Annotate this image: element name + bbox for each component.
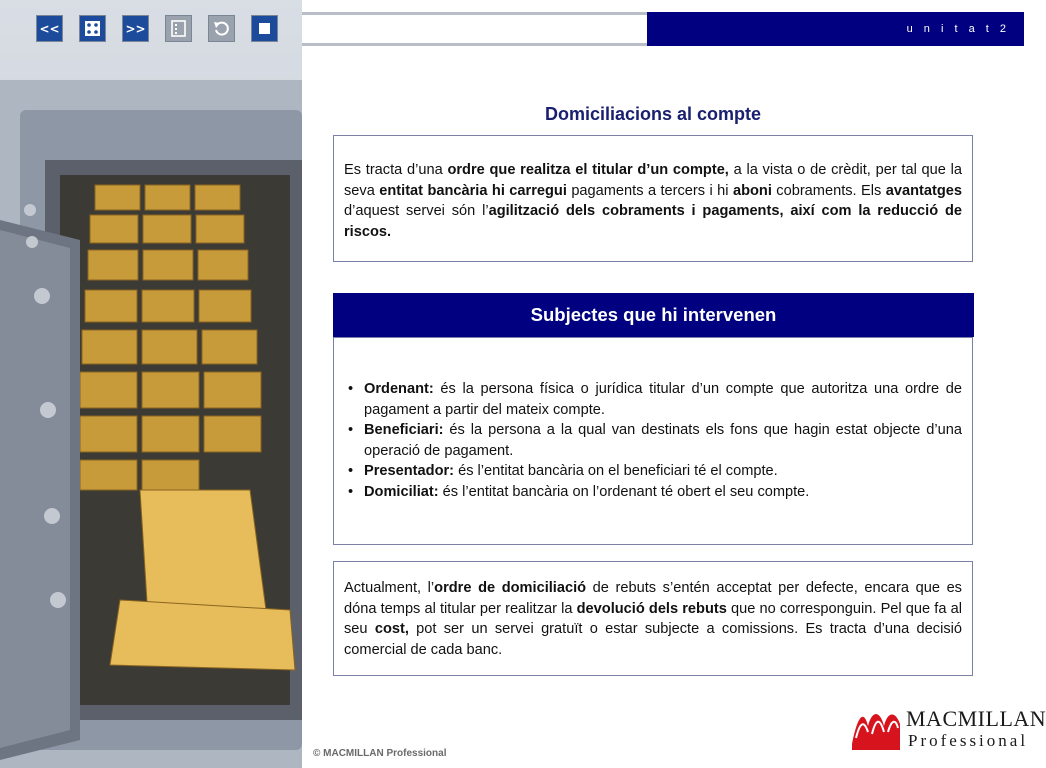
item-term: Beneficiari:: [364, 422, 444, 438]
text-run: pot ser un servei gratuït o estar subjecte a comissions. Es tracta d’una decisió comercial de cada banc.: [344, 621, 962, 658]
participants-list: [344, 379, 962, 502]
undo-icon: [213, 20, 230, 37]
item-text: és la persona a la qual van destinats els fons que hagin estat objecte d’una operació de pagament.: [364, 422, 962, 459]
text-run-bold: cost,: [374, 621, 409, 637]
text-run: a la vista o de crèdit, per tal que la seva: [344, 162, 962, 199]
text-run: de rebuts s’entén acceptat per defecte, encara que es dóna temps al titular per realitzar la: [344, 580, 962, 617]
undo-button[interactable]: [208, 15, 235, 42]
index-button[interactable]: [79, 15, 106, 42]
text-run-bold: ordre de domiciliació: [434, 580, 587, 596]
text-run: d’aquest servei són l’: [344, 203, 489, 219]
stop-icon: [258, 22, 271, 35]
top-bar-left: [302, 12, 648, 46]
text-run-bold: entitat bancària hi carregui: [379, 182, 567, 199]
stop-button[interactable]: [251, 15, 278, 42]
text-run: Actualment, l’: [344, 580, 435, 596]
text-run-bold: avantatges: [885, 182, 962, 199]
text-run-bold: ordre que realitza el titular d’un compte,: [447, 162, 729, 178]
text-run-bold: aboni: [732, 182, 772, 199]
logo-text: MACMILLAN: [906, 706, 1046, 731]
logo-subtext: Professional: [908, 731, 1029, 750]
navigation-toolbar: [36, 15, 278, 42]
next-button[interactable]: >>: [122, 15, 149, 42]
publisher-logo: [850, 702, 1046, 754]
section-header: Subjectes que hi intervenen: [333, 293, 974, 337]
logo-mark-icon: [850, 704, 902, 752]
list-item: [344, 420, 962, 461]
contents-button[interactable]: [165, 15, 192, 42]
unit-label: u n i t a t 2: [906, 23, 1010, 35]
list-item: [344, 461, 962, 482]
item-term: Ordenant:: [364, 381, 434, 397]
item-term: Domiciliat:: [364, 483, 439, 500]
text-run: Es tracta d’una: [344, 162, 448, 178]
item-term: Presentador:: [364, 463, 455, 479]
text-run-bold: agilització dels cobraments i pagaments, així com la reducció de riscos.: [344, 203, 962, 240]
item-text: és la persona física o jurídica titular d’un compte que autoritza una ordre de pagament a partir del mateix compte.: [364, 381, 962, 418]
grid-icon: [84, 20, 101, 37]
page-title: Domiciliacions al compte: [544, 104, 762, 124]
list-icon: [171, 20, 186, 37]
copyright: © MACMILLAN Professional: [313, 748, 447, 759]
text-run: cobraments. Els: [771, 182, 886, 199]
item-text: és l’entitat bancària on el beneficiari té el compte.: [454, 463, 778, 479]
top-bar-unit: [647, 12, 1024, 46]
text-run: que no corresponguin. Pel que fa al seu: [344, 600, 962, 637]
definition-box: [333, 135, 973, 262]
previous-button[interactable]: <<: [36, 15, 63, 42]
item-text: és l’entitat bancària on l’ordenant té obert el seu compte.: [438, 483, 810, 500]
vault-image: [0, 0, 302, 768]
text-run: pagaments a tercers i hi: [566, 182, 733, 199]
note-box: [333, 561, 973, 676]
vault-illustration: [0, 0, 302, 768]
list-item: [344, 379, 962, 420]
text-run-bold: devolució dels rebuts: [576, 600, 727, 617]
list-item: [344, 482, 962, 503]
participants-box: [333, 337, 973, 545]
